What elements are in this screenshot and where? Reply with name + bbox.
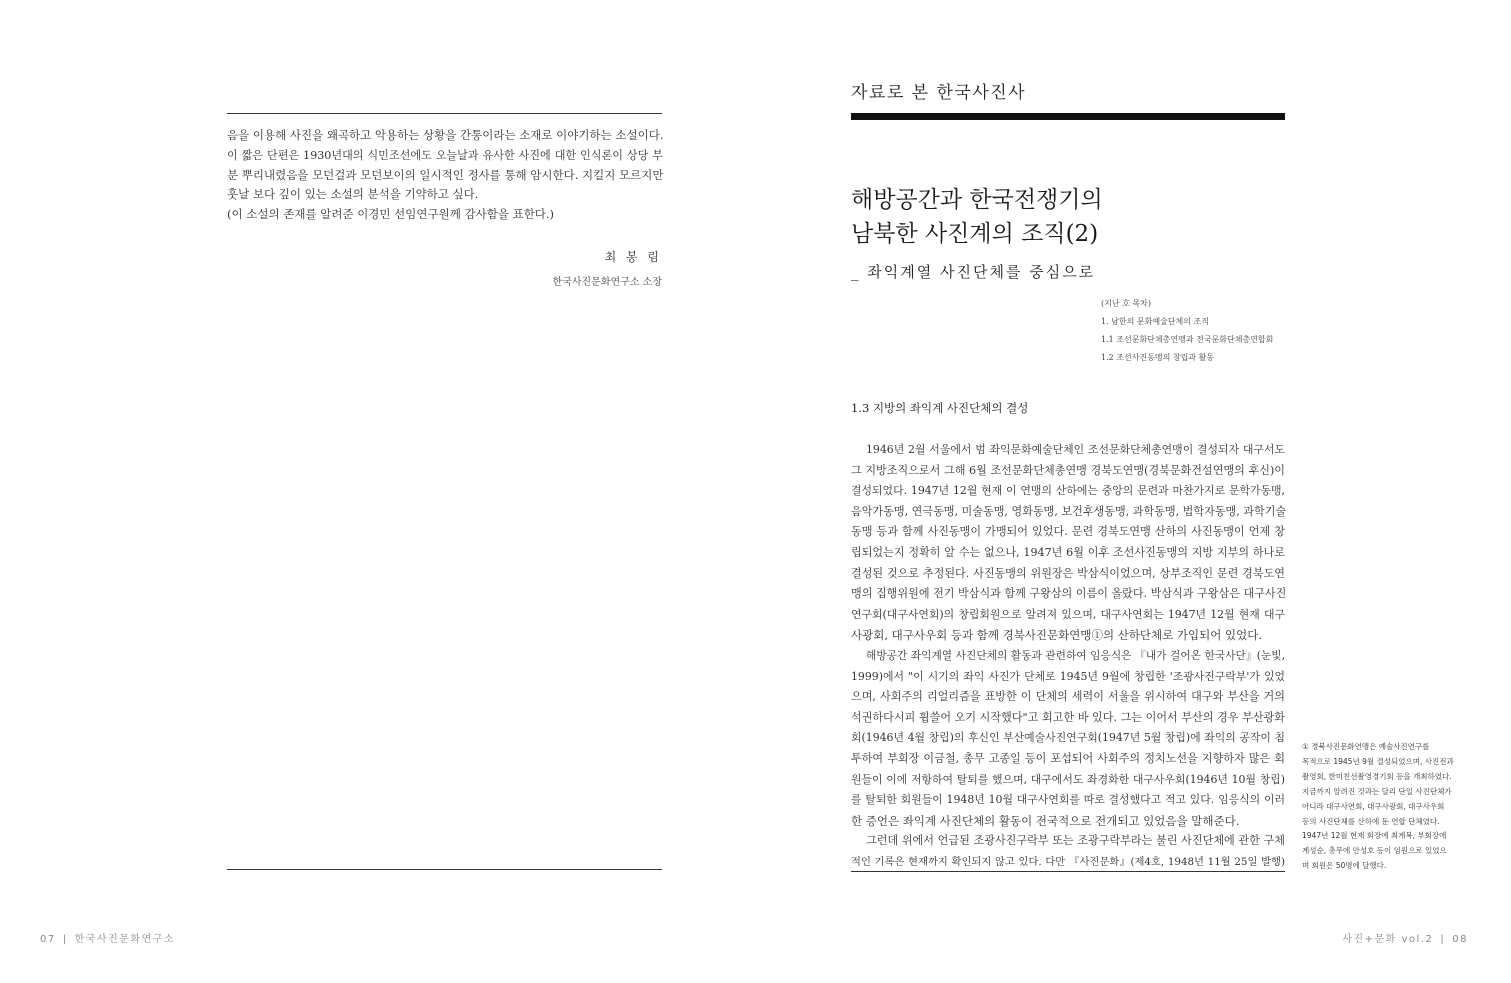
body-line: 한 증언은 좌익계 사진단체의 활동이 전국적으로 전개되고 있었음을 말해준다. [851,813,1240,828]
body-line: 그런데 위에서 언급된 조광사진구락부 또는 조광구락부라는 불린 사진단체에 관한 구체 [866,834,1285,848]
footnote-line: 계성순, 총무에 안성호 등이 임원으로 있었으 [1302,846,1447,856]
footnote-line: 목적으로 1945년 9월 결성되었으며, 사진전과 [1302,756,1454,766]
body-line: 사광회, 대구사우회 등과 함께 경북사진문화연맹①의 산하단체로 가입되어 있었다. [851,628,1262,643]
author-name: 최 봉 림 [604,250,662,264]
right-page-footer [1342,930,1468,945]
previous-issue-item: 1.1 조선문화단체총연맹과 전국문화단체총연합회 [1101,335,1274,344]
body-line: 1946년 2월 서울에서 범 좌익문화예술단체인 조선문화단체총연맹이 결성되자 대구서도 [866,443,1285,456]
previous-issue-contents [1101,295,1273,367]
footnote-line: 1947년 12월 현재 회장에 최계복, 부회장에 [1302,831,1447,841]
left-body-text [227,126,663,225]
right-page-number: 08 [1452,934,1468,945]
left-body-line: 분 뿌리내렸음을 모던걸과 모던보이의 일시적인 정사를 통해 암시한다. 지킬지 모르지만 [227,167,664,182]
left-bottom-rule [227,869,662,870]
left-body-line: 음을 이용해 사진을 왜곡하고 악용하는 상황을 간통이라는 소재로 이야기하는 소설이다. [227,128,664,142]
footer-separator: | [62,934,68,945]
series-title: 자료로 본 한국사진사 [851,83,1027,103]
section-heading: 1.3 지방의 좌익계 사진단체의 결성 [851,401,1029,415]
author-affiliation: 한국사진문화연구소 소장 [552,277,662,288]
magazine-label: 사진+문화 vol.2 [1342,934,1434,945]
footnote-line: ① 경북사진문화연맹은 예술사진연구를 [1302,742,1430,751]
right-body-text [851,440,1285,872]
publisher-label: 한국사진문화연구소 [74,934,176,945]
footnote-line: 지금까지 알려진 것과는 달리 단일 사진단체가 [1302,786,1452,796]
body-line: 원들이 이에 저항하여 탈퇴를 했으며, 대구에서도 좌경화한 대구사우회(1946년 10월 창립) [851,772,1285,786]
right-bottom-rule [851,871,1285,872]
body-line: 회(1946년 4월 창립)의 후신인 부산예술사진연구회(1947년 5월 창립)에 좌익의 공작이 침 [851,731,1285,745]
left-body-line: 훗날 보다 깊이 있는 소설의 분석을 기약하고 싶다. [227,187,479,202]
left-page-footer [40,930,175,945]
body-line: 적인 기록은 현재까지 확인되지 않고 있다. 다만 『사진문화』(제4호, 1948년 11월 25일 발행) [851,855,1285,868]
article-title-line: 해방공간과 한국전쟁기의 [851,187,1103,213]
article-title-line: 남북한 사진계의 조직(2) [851,221,1099,247]
body-line: 투하여 부회장 이금철, 총무 고종일 등이 포섭되어 사회주의 정치노선을 지향하자 많은 회 [851,751,1285,765]
footnote [1302,740,1477,874]
footer-separator: | [1440,934,1446,945]
article-title [851,183,1103,251]
left-body-line: 이 짧은 단편은 1930년대의 식민조선에도 오늘날과 유사한 사진에 대한 인식론이 상당 부 [227,148,663,162]
body-line: 립되었는지 정확히 알 수는 없으나, 1947년 6월 이후 조선사진동맹의 지방 지부의 하나로 [851,545,1285,559]
body-line: 맹의 집행위원에 전기 박삼식과 함께 구왕삼의 이름이 올랐다. 박삼식과 구왕삼은 대구사진 [851,587,1287,601]
left-top-rule [227,113,662,114]
footnote-line: 아니라 대구사연회, 대구사광회, 대구사우회 [1302,801,1445,811]
acknowledgement-line: (이 소설의 존재를 알려준 이경민 선임연구원께 감사함을 표한다.) [227,207,555,222]
body-line: 으며, 사회주의 리얼리즘을 표방한 이 단체의 세력이 서울을 위시하여 대구와 부산을 거의 [851,690,1285,704]
body-line: 그 지방조직으로서 그해 6월 조선문화단체총연맹 경북도연맹(경북문화건설연맹의 후신)이 [851,463,1285,477]
body-line: 석권하다시피 휩쓸어 오기 시작했다"고 회고한 바 있다. 그는 이어서 부산의 경우 부산광화 [851,710,1285,724]
left-page-number: 07 [40,934,56,945]
previous-issue-item: 1. 남한의 문화예술단체의 조직 [1101,317,1209,326]
body-line: 해방공간 좌익계열 사진단체의 활동과 관련하여 임응식은 『내가 걸어온 한국사단』(눈빛, [866,648,1285,662]
article-subtitle: _ 좌익계열 사진단체를 중심으로 [851,263,1096,281]
body-line: 결성된 것으로 추정된다. 사진동맹의 위원장은 박삼식이었으며, 상부조직인 문련 경북도연 [851,566,1285,580]
body-line: 를 탈퇴한 회원들이 1948년 10월 대구사연회를 따로 결성했다고 적고 있다. 임응식의 이러 [851,793,1285,807]
body-line: 동맹 등과 함께 사진동맹이 가맹되어 있었다. 문련 경북도연맹 산하의 사진동맹이 언제 창 [851,525,1285,539]
header-thick-rule [851,113,1285,120]
previous-issue-label: (지난 호 목차) [1101,299,1151,308]
body-line: 결성되었다. 1947년 12월 현재 이 연맹의 산하에는 중앙의 문련과 마찬가지로 문학가동맹, [851,484,1285,498]
footnote-line: 촬영회, 한미친선촬영경기회 등을 개최하였다. [1302,771,1452,781]
body-line: 음악가동맹, 연극동맹, 미술동맹, 영화동맹, 보건후생동맹, 과학동맹, 법학자동맹, 과학기술 [851,504,1287,518]
footnote-line: 등의 사진단체를 산하에 둔 연합 단체였다. [1302,816,1440,826]
body-line: 연구회(대구사연회)의 창립회원으로 알려져 있으며, 대구사연회는 1947년 12월 현재 대구 [851,607,1285,621]
previous-issue-item: 1.2 조선사진동맹의 창립과 활동 [1101,353,1215,362]
footnote-line: 며 회원은 50명에 달했다. [1302,861,1387,871]
body-line: 1999)에서 "이 시기의 좌익 사진가 단체로 1945년 9월에 창립한 '조광사진구락부'가 있었 [851,669,1285,683]
